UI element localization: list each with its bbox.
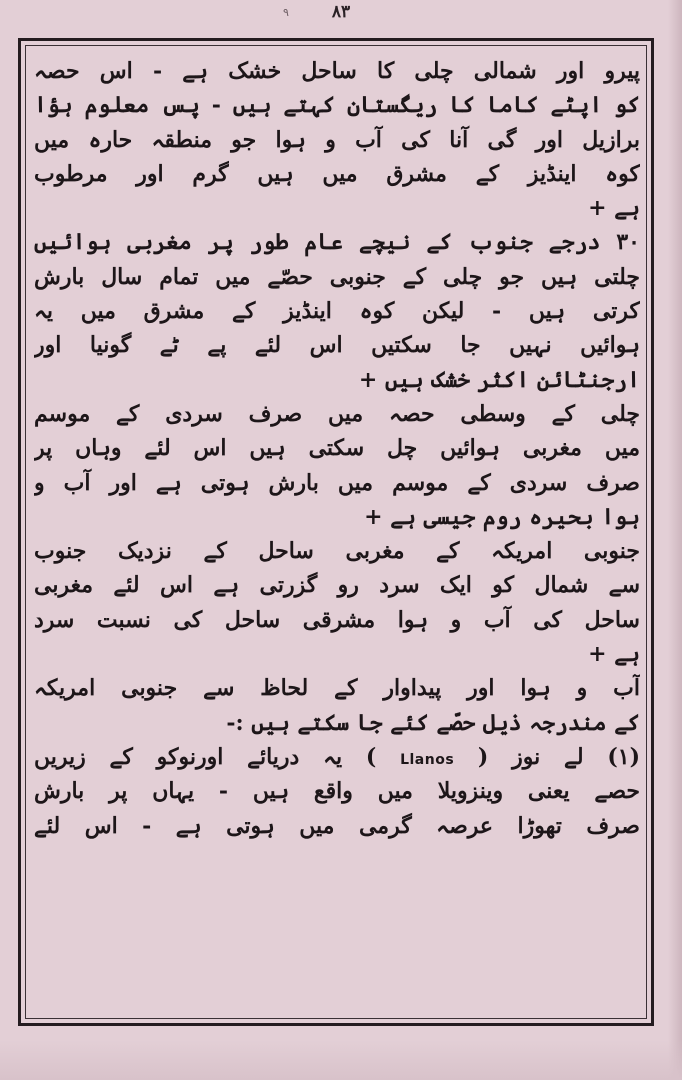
text-line: ارجنٹائن اکثر خشک ہیں + bbox=[358, 366, 640, 393]
text-line: کوہ اینڈیز کے مشرق میں ہیں گرم اور مرطوب bbox=[34, 160, 640, 187]
page-edge-shadow bbox=[668, 0, 682, 1080]
text-line: کو اپٹے کاما کا ریگستان کہتے ہیں - پس معلوم ہؤا bbox=[34, 92, 640, 119]
text-line: ہوا بحیرہ روم جیسی ہے + bbox=[364, 503, 640, 530]
text-line: سے شمال کو ایک سرد رو گزرتی ہے اس لئے مغربی bbox=[34, 572, 640, 599]
page-number: ٨٣ bbox=[331, 2, 351, 22]
page-top-mark: ۹ bbox=[283, 6, 289, 19]
text-line: کرتی ہیں - لیکن کوہ اینڈیز کے مشرق میں یہ bbox=[34, 298, 640, 325]
text-line: ہے + bbox=[588, 195, 640, 222]
text-line: جنوبی امریکہ کے مغربی ساحل کے نزدیک جنوب bbox=[34, 538, 640, 565]
body-text bbox=[34, 54, 640, 1014]
text-line: چلی کے وسطی حصہ میں صرف سردی کے موسم bbox=[34, 400, 640, 427]
text-line: صرف سردی کے موسم میں بارش ہوتی ہے اور آب و bbox=[34, 469, 640, 496]
text-line: ہے + bbox=[588, 641, 640, 668]
text-line: ۳۰ درجے جنوب کے نیچے عام طور پر مغربی ہوائیں bbox=[34, 229, 640, 256]
text-line: برازیل اور گی آنا کی آب و ہوا جو منطقہ حارہ میں bbox=[34, 126, 640, 153]
latin-term: Llanos bbox=[400, 751, 455, 768]
text-line: آب و ہوا اور پیداوار کے لحاظ سے جنوبی امریکہ bbox=[34, 675, 640, 702]
text-line: ہوائیں نہیں جا سکتیں اس لئے پے ٹے گونیا اور bbox=[34, 332, 640, 359]
text-line: حصے یعنی وینزویلا میں واقع ہیں - یہاں پر بارش bbox=[34, 778, 640, 805]
text-line: میں مغربی ہوائیں چل سکتی ہیں اس لئے وہاں پر bbox=[34, 435, 640, 462]
text-line: صرف تھوڑا عرصہ گرمی میں ہوتی ہے - اس لئے bbox=[34, 812, 640, 839]
text-line: پیرو اور شمالی چلی کا ساحل خشک ہے - اس حصہ bbox=[34, 58, 640, 84]
page-bottom-shadow bbox=[0, 1040, 682, 1080]
text-line: ساحل کی آب و ہوا مشرقی ساحل کی نسبت سرد bbox=[34, 606, 640, 633]
text-line: کے مندرجہ ذیل حصّے کئے جا سکتے ہیں :- bbox=[226, 709, 640, 736]
text-line: (۱) لے نوز ( Llanos ) یہ دریائے اورنوکو کے زیریں bbox=[34, 743, 640, 770]
text-line: چلتی ہیں جو چلی کے جنوبی حصّے میں تمام سال بارش bbox=[34, 263, 640, 290]
